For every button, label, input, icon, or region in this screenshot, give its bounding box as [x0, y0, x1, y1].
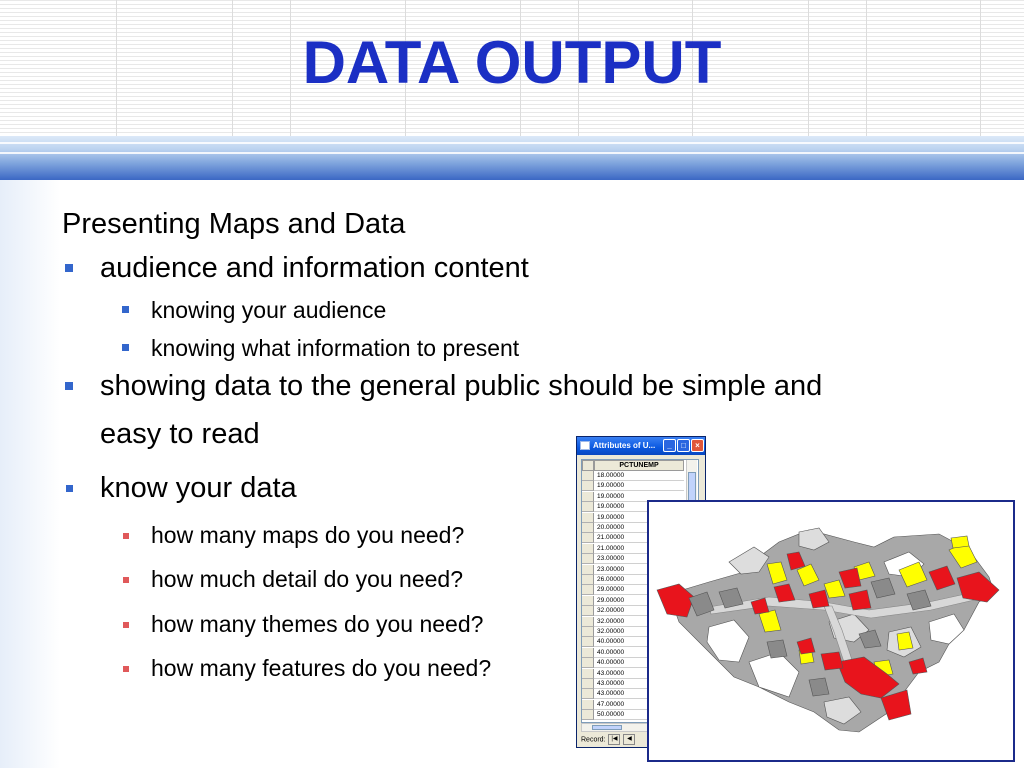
bullet-text-continued: easy to read: [100, 418, 260, 450]
row-selector[interactable]: [582, 513, 594, 523]
map-region: [849, 590, 871, 610]
minimize-icon[interactable]: _: [663, 439, 676, 452]
row-selector-header: [582, 460, 594, 471]
maximize-icon[interactable]: □: [677, 439, 690, 452]
row-selector[interactable]: [582, 575, 594, 585]
table-cell[interactable]: 26.00000: [594, 575, 684, 585]
row-selector[interactable]: [582, 523, 594, 533]
table-cell[interactable]: 43.00000: [594, 689, 684, 699]
map-region: [951, 536, 969, 548]
table-cell[interactable]: 23.00000: [594, 554, 684, 564]
sub-bullet-text: how many maps do you need?: [151, 522, 465, 548]
row-selector[interactable]: [582, 648, 594, 658]
row-selector[interactable]: [582, 637, 594, 647]
table-cell[interactable]: 43.00000: [594, 669, 684, 679]
header-band: [0, 136, 1024, 180]
table-cell[interactable]: 19.00000: [594, 492, 684, 502]
sub-bullet-text: knowing your audience: [151, 297, 387, 323]
row-selector[interactable]: [582, 689, 594, 699]
bullet-square-icon: [123, 666, 129, 672]
left-gradient: [0, 180, 60, 768]
bullet-text: know your data: [100, 472, 297, 504]
table-cell[interactable]: 21.00000: [594, 544, 684, 554]
table-cell[interactable]: 19.00000: [594, 502, 684, 512]
row-selector[interactable]: [582, 700, 594, 710]
window-title: Attributes of U...: [593, 441, 656, 450]
table-cell[interactable]: 29.00000: [594, 596, 684, 606]
table-cell[interactable]: 20.00000: [594, 523, 684, 533]
row-selector[interactable]: [582, 502, 594, 512]
bullet-square-icon: [123, 622, 129, 628]
bullet-square-icon: [122, 344, 129, 351]
sub-bullet-text: knowing what information to present: [151, 335, 520, 361]
table-cell[interactable]: 23.00000: [594, 565, 684, 575]
band-stripe: [0, 142, 1024, 144]
band-stripe: [0, 152, 1024, 154]
bullet-square-icon: [66, 485, 73, 492]
bullet-text: audience and information content: [100, 252, 529, 284]
map-graphic: [649, 502, 1013, 760]
table-cell[interactable]: 43.00000: [594, 679, 684, 689]
bullet-square-icon: [123, 533, 129, 539]
table-cell[interactable]: 32.00000: [594, 617, 684, 627]
table-cell[interactable]: 40.00000: [594, 658, 684, 668]
slide-heading: Presenting Maps and Data: [62, 208, 406, 240]
first-record-icon[interactable]: |◀: [608, 734, 620, 745]
sub-bullet-text: how much detail do you need?: [151, 566, 463, 592]
record-label: Record:: [581, 736, 606, 744]
bullet-square-icon: [65, 264, 73, 272]
row-selector[interactable]: [582, 710, 594, 720]
row-selector[interactable]: [582, 533, 594, 543]
sub-bullet-text: how many themes do you need?: [151, 611, 484, 637]
table-cell[interactable]: 32.00000: [594, 606, 684, 616]
bullet-text: showing data to the general public should be simple and: [100, 370, 823, 402]
slide-title: DATA OUTPUT: [302, 29, 722, 96]
row-selector[interactable]: [582, 544, 594, 554]
table-cell[interactable]: 19.00000: [594, 481, 684, 491]
sub-bullet-text: how many features do you need?: [151, 655, 492, 681]
table-cell[interactable]: 29.00000: [594, 585, 684, 595]
table-cell[interactable]: 50.00000: [594, 710, 684, 720]
bullet-square-icon: [65, 382, 73, 390]
table-cell[interactable]: 32.00000: [594, 627, 684, 637]
column-header[interactable]: PCTUNEMP: [594, 460, 684, 471]
table-cell[interactable]: 47.00000: [594, 700, 684, 710]
bullet-square-icon: [123, 577, 129, 583]
table-icon: [580, 441, 590, 450]
row-selector[interactable]: [582, 471, 594, 481]
row-selector[interactable]: [582, 627, 594, 637]
table-cell[interactable]: 19.00000: [594, 513, 684, 523]
map-region: [821, 652, 843, 670]
row-selector[interactable]: [582, 481, 594, 491]
map-region: [957, 572, 999, 602]
scrollbar-thumb[interactable]: [592, 725, 622, 730]
row-selector[interactable]: [582, 606, 594, 616]
table-cell[interactable]: 40.00000: [594, 637, 684, 647]
row-selector[interactable]: [582, 679, 594, 689]
row-selector[interactable]: [582, 596, 594, 606]
table-cell[interactable]: 18.00000: [594, 471, 684, 481]
bullet-square-icon: [122, 306, 129, 313]
close-icon[interactable]: ×: [691, 439, 704, 452]
row-selector[interactable]: [582, 617, 594, 627]
row-selector[interactable]: [582, 669, 594, 679]
row-selector[interactable]: [582, 492, 594, 502]
row-selector[interactable]: [582, 554, 594, 564]
row-selector[interactable]: [582, 585, 594, 595]
window-titlebar[interactable]: [577, 437, 705, 455]
table-cell[interactable]: 40.00000: [594, 648, 684, 658]
previous-record-icon[interactable]: ◀: [623, 734, 635, 745]
row-selector[interactable]: [582, 565, 594, 575]
table-cell[interactable]: 21.00000: [594, 533, 684, 543]
choropleth-map: [647, 500, 1015, 762]
row-selector[interactable]: [582, 658, 594, 668]
